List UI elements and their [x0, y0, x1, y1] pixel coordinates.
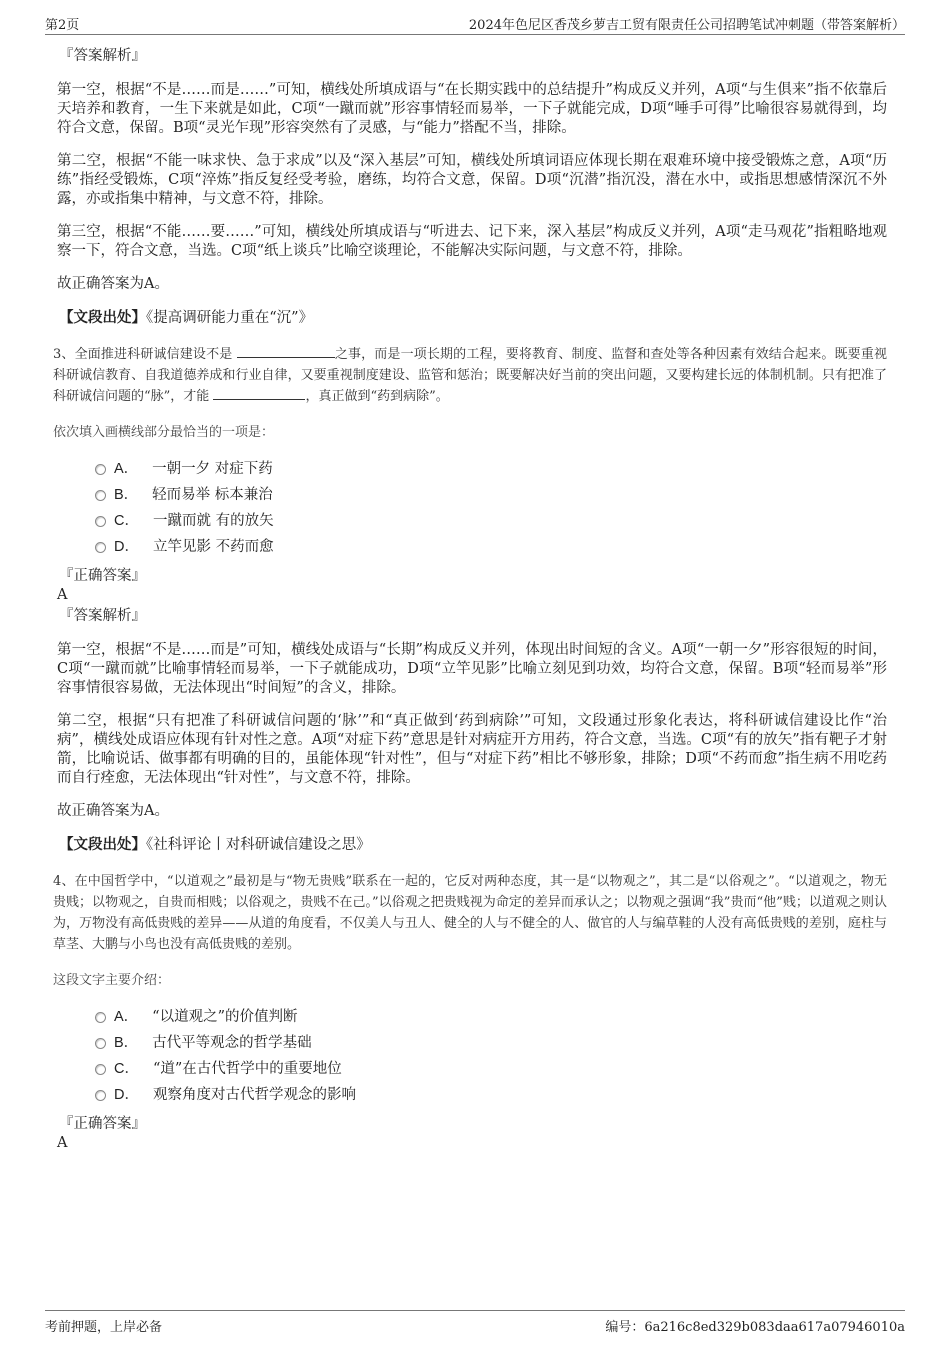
option-c[interactable]: C． “道”在古代哲学中的重要地位: [95, 1056, 887, 1082]
page-footer: [45, 1310, 905, 1333]
source-title: 《提高调研能力重在“沉”》: [146, 310, 314, 326]
option-a[interactable]: A． 一朝一夕 对症下药: [95, 456, 887, 482]
question-3-text: 3、全面推进科研诚信建设不是 之事，而是一项长期的工程，要将教育、制度、监督和查处等各种因素有效结合起来。既要重视科研诚信教育、自我道德养成和行业自律，又要重视制度建设、监管和惩治；既要解决好当前的突出问题，又要构建长远的体制机制。只有把准了科研诚信问题的“脉”，才能 ，真正做到“药到病除”。: [53, 347, 887, 404]
analysis-paragraph-2: 第二空，根据“不能一味求快、急于求成”以及“深入基层”可知，横线处所填词语应体现长期在艰难环境中接受锻炼之意，A项“历练”指经受锻炼，C项“淬炼”指反复经受考验，磨练，均符合文意，保留。D项“沉潜”指沉没，潜在水中，或指思想感情深沉不外露，亦或指集中精神，与文意不符，排除。: [57, 153, 887, 207]
document-title: 2024年色尼区香茂乡萝吉工贸有限责任公司招聘笔试冲刺题（带答案解析）: [468, 18, 905, 33]
analysis-paragraph-1: 第一空，根据“不是……而是……”可知，横线处所填成语与“在长期实践中的总结提升”构成反义并列，A项“与生俱来”指不依靠后天培养和教育，一生下来就是如此，C项“一蹴而就”形容事情轻而易举，一下子就能完成，D项“唾手可得”比喻很容易就得到，均符合文意，保留。B项“灵光乍现”形容突然有了灵感，与“能力”搭配不当，排除。: [57, 82, 887, 136]
question-3-options: [95, 456, 887, 560]
radio-icon[interactable]: [95, 464, 106, 475]
blank-1: [237, 347, 335, 358]
option-d[interactable]: D． 观察角度对古代哲学观念的影响: [95, 1082, 887, 1108]
correct-answer-label: 『正确答案』: [59, 1116, 146, 1132]
page-header: [45, 14, 905, 35]
footer-slogan: 考前押题，上岸必备: [45, 1320, 163, 1335]
document-body: [53, 46, 887, 1154]
option-c[interactable]: C． 一蹴而就 有的放矢: [95, 508, 887, 534]
analysis-paragraph-2: 第二空，根据“只有把准了科研诚信问题的‘脉’”和“真正做到‘药到病除’”可知，文段通过形象化表达，将科研诚信建设比作“治病”，横线处成语应体现有针对性之意。A项“对症下药”意思是针对病症开方用药，符合文意，当选。C项“有的放矢”指有靶子才射箭，比喻说话、做事都有明确的目的，虽能体现“针对性”，但与“对症下药”相比不够形象，排除；D项“不药而愈”指生病不用吃药而自行痊愈，无法体现出“针对性”，与文意不符，排除。: [57, 713, 887, 786]
analysis-paragraph-1: 第一空，根据“不是……而是”可知，横线处成语与“长期”构成反义并列，体现出时间短的含义。A项“一朝一夕”形容很短的时间，C项“一蹴而就”比喻事情轻而易举，一下子就能成功，D项“立竿见影”比喻立刻见到功效，均符合文意，保留。B项“轻而易举”形容事情很容易做，无法体现出“时间短”的含义，排除。: [57, 642, 887, 696]
source-label: 【文段出处】: [59, 836, 146, 853]
correct-answer-label: 『正确答案』: [59, 568, 146, 584]
option-b[interactable]: B． 古代平等观念的哲学基础: [95, 1030, 887, 1056]
option-b[interactable]: B． 轻而易举 标本兼治: [95, 482, 887, 508]
correct-answer: A: [57, 1135, 68, 1151]
source-citation: [59, 835, 887, 855]
source-citation: [59, 308, 887, 328]
question-4-text: 4、在中国哲学中，“以道观之”最初是与“物无贵贱”联系在一起的，它反对两种态度，其一是“以物观之”，其二是“以俗观之”。“以道观之，物无贵贱；以物观之，自贵而相贱；以俗观之，贵贱不在己。”以俗观之把贵贱视为命定的差异而承认之；以物观之强调“我”贵而“他”贱；以道观之则认为，万物没有高低贵贱的差异——从道的角度看，不仅美人与丑人、健全的人与不健全的人、做官的人与编草鞋的人没有高低贵贱的差别，庭柱与草茎、大鹏与小鸟也没有高低贵贱的差别。: [53, 874, 887, 952]
page-number: 第2页: [45, 18, 80, 33]
radio-icon[interactable]: [95, 1064, 106, 1075]
question-4-options: [95, 1004, 887, 1108]
question-4-prompt: 这段文字主要介绍：: [53, 973, 171, 988]
blank-2: [213, 389, 305, 400]
source-label: 【文段出处】: [59, 309, 146, 326]
radio-icon[interactable]: [95, 490, 106, 501]
option-d[interactable]: D． 立竿见影 不药而愈: [95, 534, 887, 560]
answer-analysis-label: 『答案解析』: [59, 608, 146, 624]
analysis-paragraph-3: 第三空，根据“不能……要……”可知，横线处所填成语与“听进去、记下来，深入基层”构成反义并列，A项“走马观花”指粗略地观察一下，符合文意，当选。C项“纸上谈兵”比喻空谈理论，不能解决实际问题，与文意不符，排除。: [57, 224, 887, 259]
correct-answer: A: [57, 587, 68, 603]
radio-icon[interactable]: [95, 542, 106, 553]
question-3-prompt: 依次填入画横线部分最恰当的一项是：: [53, 425, 275, 440]
radio-icon[interactable]: [95, 1090, 106, 1101]
radio-icon[interactable]: [95, 1038, 106, 1049]
source-title: 《社科评论丨对科研诚信建设之思》: [146, 837, 371, 853]
answer-analysis-label: 『答案解析』: [59, 48, 146, 64]
option-a[interactable]: A． “以道观之”的价值判断: [95, 1004, 887, 1030]
document-id: 编号：6a216c8ed329b083daa617a07946010a: [605, 1320, 905, 1335]
radio-icon[interactable]: [95, 516, 106, 527]
radio-icon[interactable]: [95, 1012, 106, 1023]
analysis-conclusion: 故正确答案为A。: [57, 803, 169, 819]
analysis-conclusion: 故正确答案为A。: [57, 276, 169, 292]
